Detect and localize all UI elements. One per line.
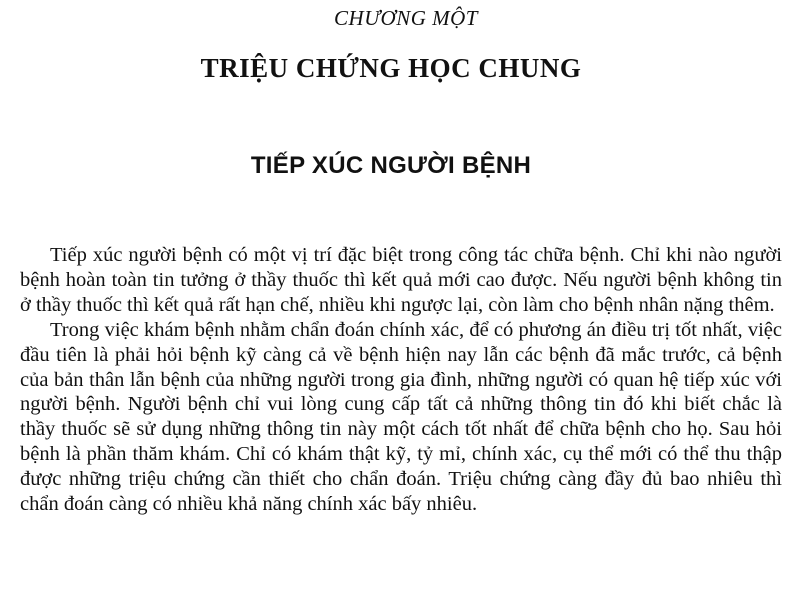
section-title: TIẾP XÚC NGƯỜI BỆNH [250, 152, 532, 179]
paragraph: Trong việc khám bệnh nhằm chẩn đoán chính xác, để có phương án điều trị tốt nhất, việc đầu tiên là phải hỏi bệnh kỹ càng cả về bệnh hiện nay lẫn các bệnh đã mắc trước, cả bệnh của bản thân lẫn bệnh của những người trong gia đình, những người có quan hệ tiếp xúc với người bệnh. Người bệnh chỉ vui lòng cung cấp tất cả những thông tin đó khi biết chắc là thầy thuốc sẽ sử dụng những thông tin này một cách tốt nhất để chữa bệnh cho họ. Sau hỏi bệnh là phần thăm khám. Chỉ có khám thật kỹ, tỷ mỉ, chính xác, cụ thể mới có thể thu thập được những triệu chứng cần thiết cho chẩn đoán. Triệu chứng càng đầy đủ bao nhiêu thì chẩn đoán càng có nhiều khả năng chính xác bấy nhiêu. [20, 318, 782, 516]
body-text [20, 243, 782, 517]
paragraph: Tiếp xúc người bệnh có một vị trí đặc biệt trong công tác chữa bệnh. Chỉ khi nào người bệnh hoàn toàn tin tưởng ở thầy thuốc thì kết quả mới cao được. Nếu người bệnh không tin ở thầy thuốc thì kết quả rất hạn chế, nhiều khi ngược lại, còn làm cho bệnh nhân nặng thêm. [20, 244, 782, 316]
chapter-label: CHƯƠNG MỘT [334, 6, 478, 30]
chapter-title: TRIỆU CHỨNG HỌC CHUNG [200, 53, 582, 83]
